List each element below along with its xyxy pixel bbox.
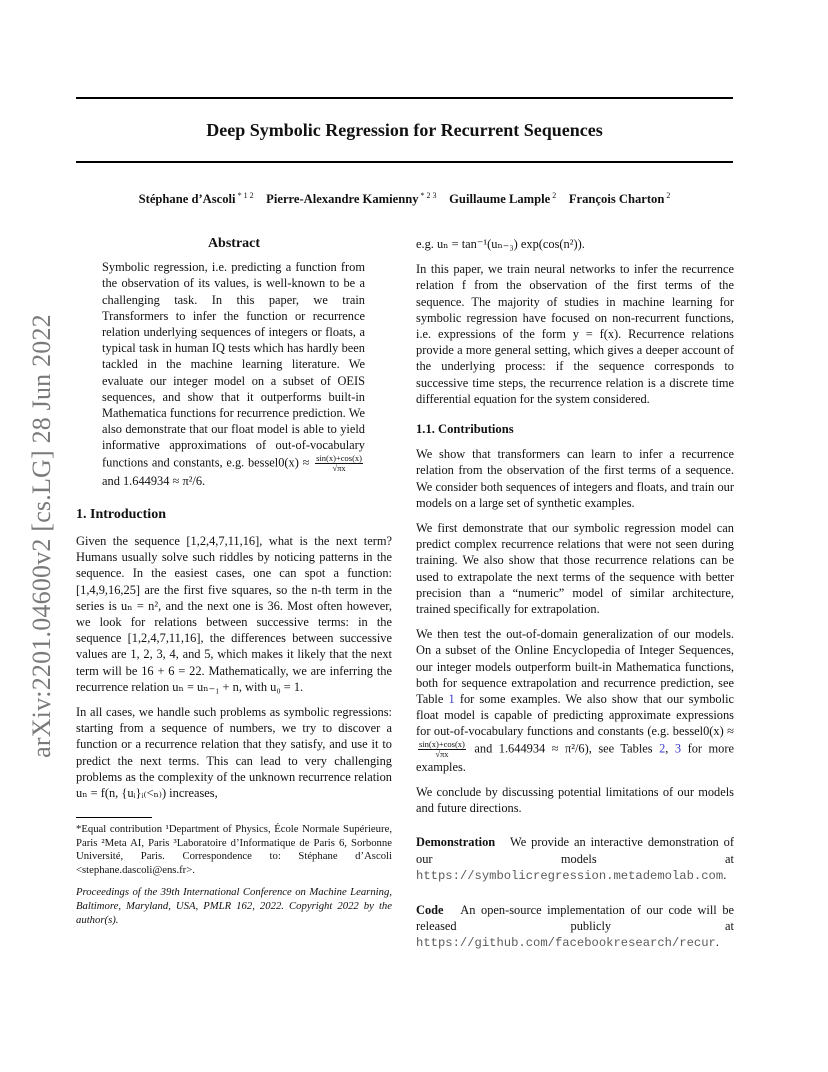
footnote-rule: [76, 817, 152, 818]
left-column: [76, 236, 392, 936]
demo-url-link[interactable]: https://symbolicregression.metademolab.com: [416, 868, 724, 883]
code-label: Code: [416, 902, 444, 917]
author-affiliation-marks: * 2 3: [418, 191, 437, 200]
right-paragraph-1: In this paper, we train neural networks to infer the recurrence relation f from the observation of the first terms of the sequence. The majority of studies in machine learning for symbolic regression have focused on non-recurrent functions, i.e. expressions of the form y = f(x). Recurrence relations provide a more general setting, which gives a deeper account of the underlying process: if the sequence corresponds to successive time steps, the recurrence relation is a discrete time differential equation for the system considered.: [416, 262, 734, 406]
author-list: [76, 191, 733, 207]
table-1-link[interactable]: 1: [448, 692, 455, 707]
author-affiliation-marks: * 1 2: [235, 191, 254, 200]
author-name: Guillaume Lample: [449, 192, 551, 207]
contrib-paragraph-4: We conclude by discussing potential limitations of our models and future directions.: [416, 784, 734, 816]
paper-title: Deep Symbolic Regression for Recurrent Sequences: [206, 120, 603, 140]
contrib-fraction: $\frac{\sin(x)+\cos(x)}{√\pi x}$: [419, 738, 465, 759]
abstract-body: [102, 259, 365, 489]
contrib-paragraph-2: We first demonstrate that our symbolic regression model can predict complex recurrence relations that were not seen during training. We also show that those recurrence relations can be used to extrapolate the next terms of the sequence with better precision than a “numeric” model of similar architecture, trained specifically for extrapolation.: [416, 521, 734, 617]
demonstration-label: Demonstration: [416, 835, 496, 850]
abstract-fraction: $\frac{\sin(x)+\cos(x)}{√\pi x}$: [316, 452, 362, 473]
footnote-affiliations: *Equal contribution ¹Department of Physics, École Normale Supérieure, Paris ²Meta AI, Paris ³Laboratoire d’Informatique de Paris 6, Sorbonne Université, Paris. Correspondence to: Stéphane d’Ascoli <stephane.dascoli@ens.fr>.: [76, 823, 392, 876]
table-3-link[interactable]: 3: [674, 741, 682, 756]
author-name: Pierre-Alexandre Kamienny: [266, 192, 419, 207]
author-name: François Charton: [568, 192, 665, 207]
code-paragraph: Code An open-source implementation of our code will be released publicly at https://github.com/facebookresearch/recur.: [416, 902, 735, 951]
abstract-text: Symbolic regression, i.e. predicting a function from the observation of its values, is well-known to be a challenging task. In this paper, we train Transformers to infer the function or recurrence relation underlying sequences of integers or floats, a typical task in human IQ tests which has hardly been tackled in the machine learning literature. We evaluate our integer model on a subset of OEIS sequences, and show that it outperforms built-in Mathematica functions for recurrence prediction. We also demonstrate that our float model is able to yield informative approximations of out-of-vocabulary functions and constants, e.g. bessel0(x) ≈: [102, 260, 365, 469]
top-rule: [76, 97, 733, 99]
section-heading-introduction: 1. Introduction: [76, 506, 166, 522]
contrib-paragraph-3: We then test the out-of-domain generalization of our models. On a subset of the Online Encyclopedia of Integer Sequences, our integer models outperform built-in Mathematica functions, both for sequence extrapolation and recurrence prediction, see Table 1 for some examples. We also show that our symbolic float model is capable of predicting approximate expressions for out-of-vocabulary functions and constants (e.g. bessel0(x) ≈ $\frac{\sin(x)+\cos(x)}{√\pi x}$ and 1.644934 ≈ π²/6), see Tables 2, 3 for more examples.: [416, 627, 735, 774]
code-url-link[interactable]: https://github.com/facebookresearch/recur: [416, 936, 716, 951]
author-name: Stéphane d’Ascoli: [138, 192, 236, 207]
intro-paragraph-1: Given the sequence [1,2,4,7,11,16], what is the next term? Humans usually solve such riddles by noticing patterns in the sequence. In the easiest cases, one can spot a function: [1,4,9,16,25] are the first five squares, so the n-th term in the series is uₙ = n², and the next one is 36. Most often however, we look for relations between successive terms: in the sequence [1,2,4,7,11,16], the differences between successive values are 1, 2, 3, 4, and 5, which makes it likely that the next term will be 16 + 6 = 22. Mathematically, we are inferring the recurrence relation uₙ = uₙ₋₁ + n, with u₀ = 1.: [76, 534, 392, 694]
author-affiliation-marks: 2: [664, 191, 671, 200]
contrib-paragraph-1: We show that transformers can learn to infer a recurrence relation from the observation of the first terms of a sequence. We consider both sequences of integers and floats, and train our models on a large set of synthetic examples.: [416, 447, 734, 510]
title-bottom-rule: [76, 161, 733, 163]
author-affiliation-marks: 2: [550, 191, 557, 200]
right-column: [416, 236, 734, 961]
footnote-proceedings: Proceedings of the 39th International Conference on Machine Learning, Baltimore, Maryland, USA, PMLR 162, 2022. Copyright 2022 by the author(s).: [76, 886, 392, 926]
abstract-text-end: and 1.644934 ≈ π²/6.: [102, 473, 206, 488]
subsection-heading-contributions: 1.1. Contributions: [416, 422, 514, 437]
arxiv-side-label: arXiv:2201.04600v2 [cs.LG] 28 Jun 2022: [27, 314, 56, 758]
table-2-link[interactable]: 2: [659, 741, 666, 756]
demonstration-paragraph: Demonstration We provide an interactive demonstration of our models at https://symbolicregression.metademolab.com.: [416, 835, 735, 883]
abstract-heading: Abstract: [207, 236, 261, 251]
right-paragraph-continuation: e.g. uₙ = tan⁻¹(uₙ₋₃) exp(cos(n²)).: [416, 237, 585, 251]
intro-paragraph-2: In all cases, we handle such problems as symbolic regressions: starting from a sequence of numbers, we try to discover a function or a recurrence relation that they satisfy, and use it to predict the next terms. This can lead to very challenging problems as the complexity of the unknown recurrence relation uₙ = f(n, {uᵢ}ᵢ₍<ₙ₎) increases,: [76, 705, 392, 801]
